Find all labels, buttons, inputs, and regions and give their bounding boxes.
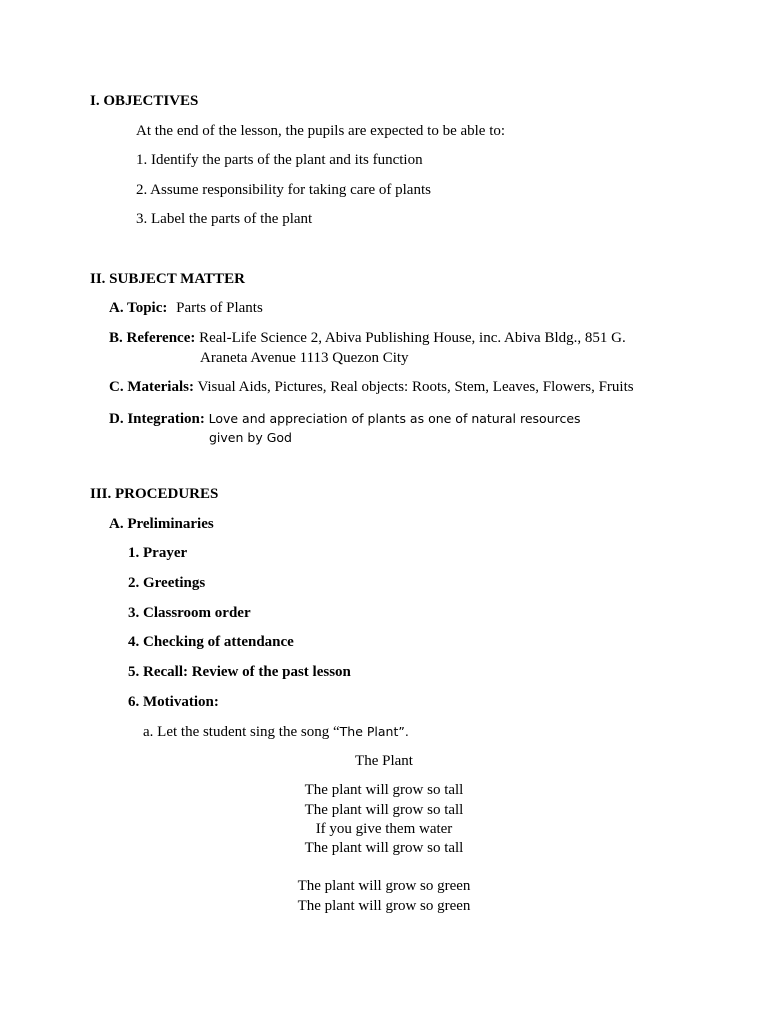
materials-label: C. Materials: (109, 379, 194, 395)
reference-label: B. Reference: (109, 330, 196, 346)
motivation-item (143, 722, 409, 742)
reference-value: Real-Life Science 2, Abiva Publishing House, inc. Abiva Bldg., 851 G. (199, 330, 626, 346)
objective-item: 1. Identify the parts of the plant and its function (136, 152, 423, 168)
song-line: The plant will grow so green (297, 878, 471, 894)
topic-row (109, 299, 263, 318)
song-line: If you give them water (315, 821, 453, 837)
motivation-song-name: The Plant”. (339, 724, 409, 739)
integration-row (109, 409, 581, 429)
procedures-heading: III. PROCEDURES (90, 486, 219, 502)
reference-row (109, 329, 626, 348)
objectives-intro: At the end of the lesson, the pupils are expected to be able to: (136, 123, 506, 139)
song-title: The Plant (355, 753, 413, 769)
integration-value: Love and appreciation of plants as one of natural resources (208, 411, 581, 426)
song-line: The plant will grow so tall (304, 782, 464, 798)
materials-row (109, 378, 634, 397)
procedure-step: 5. Recall: Review of the past lesson (128, 664, 351, 680)
procedure-step: 6. Motivation: (128, 694, 219, 710)
integration-value-continued: given by God (209, 430, 292, 445)
objective-item: 3. Label the parts of the plant (136, 211, 313, 227)
topic-label: A. Topic: (109, 300, 168, 316)
song-line: The plant will grow so tall (304, 840, 464, 856)
preliminaries-label: A. Preliminaries (109, 516, 214, 532)
materials-value: Visual Aids, Pictures, Real objects: Roots, Stem, Leaves, Flowers, Fruits (197, 379, 634, 395)
objectives-heading: I. OBJECTIVES (90, 93, 199, 109)
objective-item: 2. Assume responsibility for taking care of plants (136, 182, 431, 198)
procedure-step: 3. Classroom order (128, 605, 251, 621)
procedure-step: 2. Greetings (128, 575, 206, 591)
song-line: The plant will grow so green (297, 898, 471, 914)
motivation-item-text: a. Let the student sing the song “ (143, 724, 340, 740)
subject-matter-heading: II. SUBJECT MATTER (90, 271, 245, 287)
integration-label: D. Integration: (109, 411, 205, 427)
procedure-step: 1. Prayer (128, 545, 188, 561)
song-line: The plant will grow so tall (304, 802, 464, 818)
topic-value: Parts of Plants (176, 300, 263, 316)
reference-value-continued: Araneta Avenue 1113 Quezon City (200, 350, 409, 366)
procedure-step: 4. Checking of attendance (128, 634, 294, 650)
